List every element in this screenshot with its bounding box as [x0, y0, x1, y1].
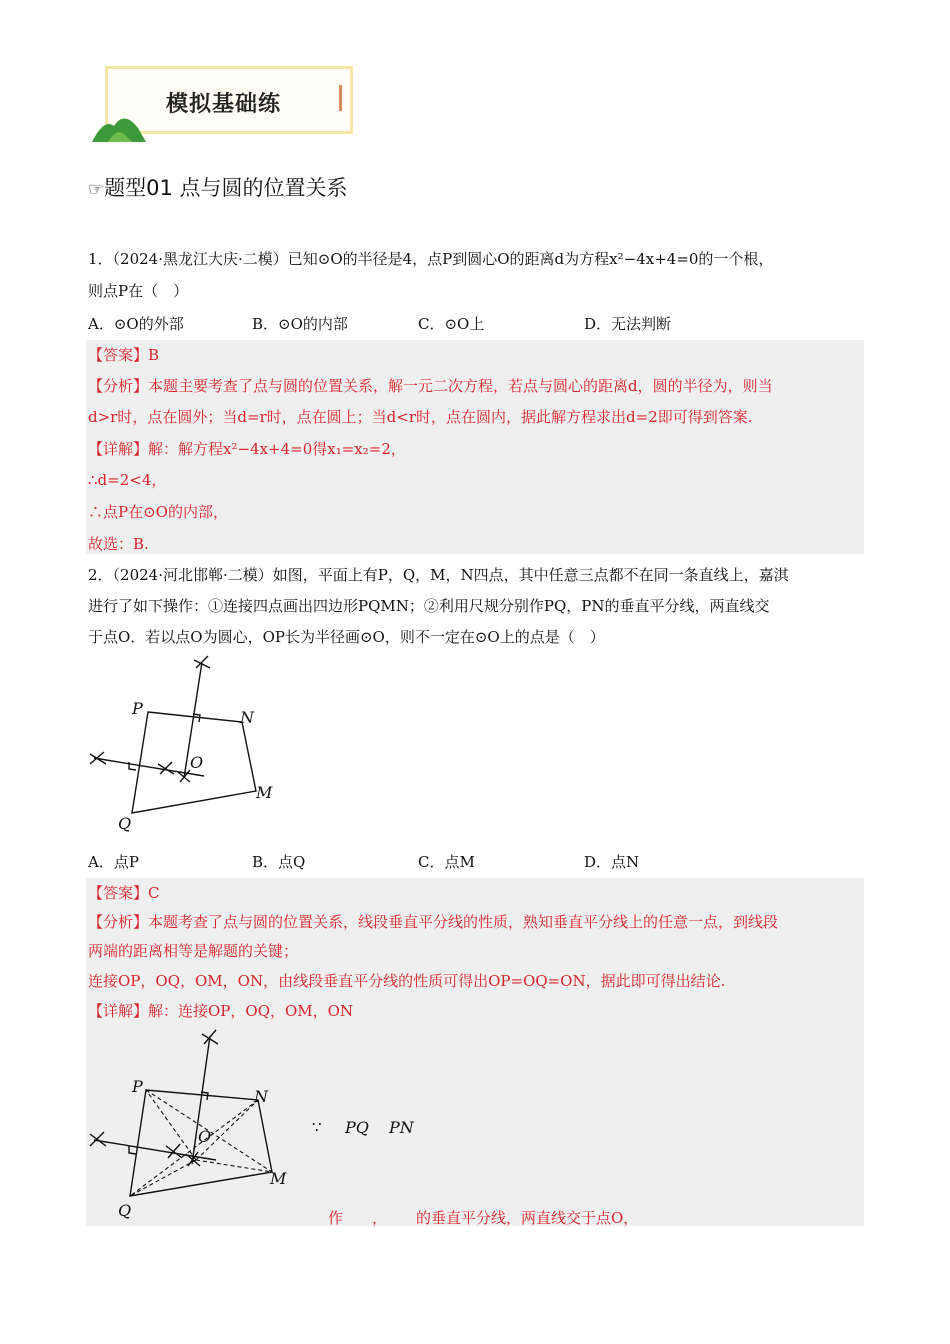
segment-pq: PQ: [345, 1118, 369, 1137]
q1-detail-line2: ∴d=2<4，: [88, 471, 167, 489]
label-o: O: [198, 1127, 212, 1146]
q2-option-a[interactable]: A．点P: [88, 853, 139, 871]
q2-option-b[interactable]: B．点Q: [252, 853, 306, 871]
q2-analysis-line1: 【分析】本题考查了点与圆的位置关系，线段垂直平分线的性质，熟知垂直平分线上的任意一点，到线段: [88, 913, 779, 931]
q2-detail-tail-b: ，: [372, 1209, 388, 1227]
label-m: M: [270, 1169, 287, 1188]
q2-solution-figure: [86, 1026, 306, 1226]
q1-detail-line3: ∴点P在⊙O的内部，: [88, 503, 228, 521]
q2-stem-line1: 2．（2024·河北邯郸·二模）如图，平面上有P，Q，M，N四点，其中任意三点都不在同一条直线上，嘉淇: [88, 566, 789, 584]
q1-option-c[interactable]: C．⊙O上: [418, 315, 485, 333]
q2-analysis-line3: 连接OP，OQ，OM，ON，由线段垂直平分线的性质可得出OP=OQ=ON，据此即可得出结论.: [88, 972, 726, 990]
q2-analysis-line2: 两端的距离相等是解题的关键；: [88, 942, 299, 960]
q2-stem-line2: 进行了如下操作：①连接四点画出四边形PQMN；②利用尺规分别作PQ，PN的垂直平分线，两直线交: [88, 597, 770, 615]
q2-detail-line1: 【详解】解：连接OP，OQ，OM，ON: [88, 1002, 354, 1020]
q2-figure: [86, 650, 286, 840]
q2-option-c[interactable]: C．点M: [418, 853, 475, 871]
because-symbol: ∵: [312, 1118, 322, 1136]
q1-detail-line1: 【详解】解：解方程x²−4x+4=0得x₁=x₂=2，: [88, 440, 406, 458]
q2-stem-line3: 于点O．若以点O为圆心，OP长为半径画⊙O，则不一定在⊙O上的点是（ ）: [88, 628, 605, 646]
banner-title: 模拟基础练: [166, 92, 282, 117]
pointing-hand-icon: ☞: [88, 179, 105, 200]
section-title: 题型01 点与圆的位置关系: [104, 176, 348, 200]
q2-answer: 【答案】C: [88, 884, 160, 902]
q1-analysis-line1: 【分析】本题主要考查了点与圆的位置关系，解一元二次方程，若点与圆心的距离d，圆的半径为，则当: [88, 377, 773, 395]
q2-detail-tail-a: 作: [328, 1209, 344, 1227]
label-p: P: [132, 1077, 143, 1096]
q1-stem-line2: 则点P在（ ）: [88, 282, 189, 300]
mountain-icon: [90, 108, 148, 144]
q2-detail-tail-c: 的垂直平分线，两直线交于点O，: [416, 1209, 639, 1227]
label-q: Q: [118, 814, 132, 833]
label-n: N: [254, 1087, 268, 1106]
q1-option-b[interactable]: B．⊙O的内部: [252, 315, 348, 333]
q2-option-d[interactable]: D．点N: [584, 853, 640, 871]
banner-accent: [339, 85, 342, 111]
q1-option-d[interactable]: D．无法判断: [584, 315, 672, 333]
section-heading: [88, 172, 348, 202]
q1-analysis-line2: d>r时，点在圆外；当d=r时，点在圆上；当d<r时，点在圆内，据此解方程求出d=2即可得到答案.: [88, 408, 753, 426]
label-m: M: [256, 783, 273, 802]
q1-option-a[interactable]: A．⊙O的外部: [88, 315, 184, 333]
label-q: Q: [118, 1201, 132, 1220]
q1-detail-line4: 故选：B.: [88, 535, 149, 553]
label-n: N: [240, 708, 254, 727]
label-p: P: [132, 699, 143, 718]
q1-answer: 【答案】B: [88, 346, 160, 364]
segment-pn: PN: [389, 1118, 414, 1137]
q1-stem-line1: 1．（2024·黑龙江大庆·二模）已知⊙O的半径是4，点P到圆心O的距离d为方程x²−4x+4=0的一个根，: [88, 250, 774, 268]
label-o: O: [190, 753, 204, 772]
